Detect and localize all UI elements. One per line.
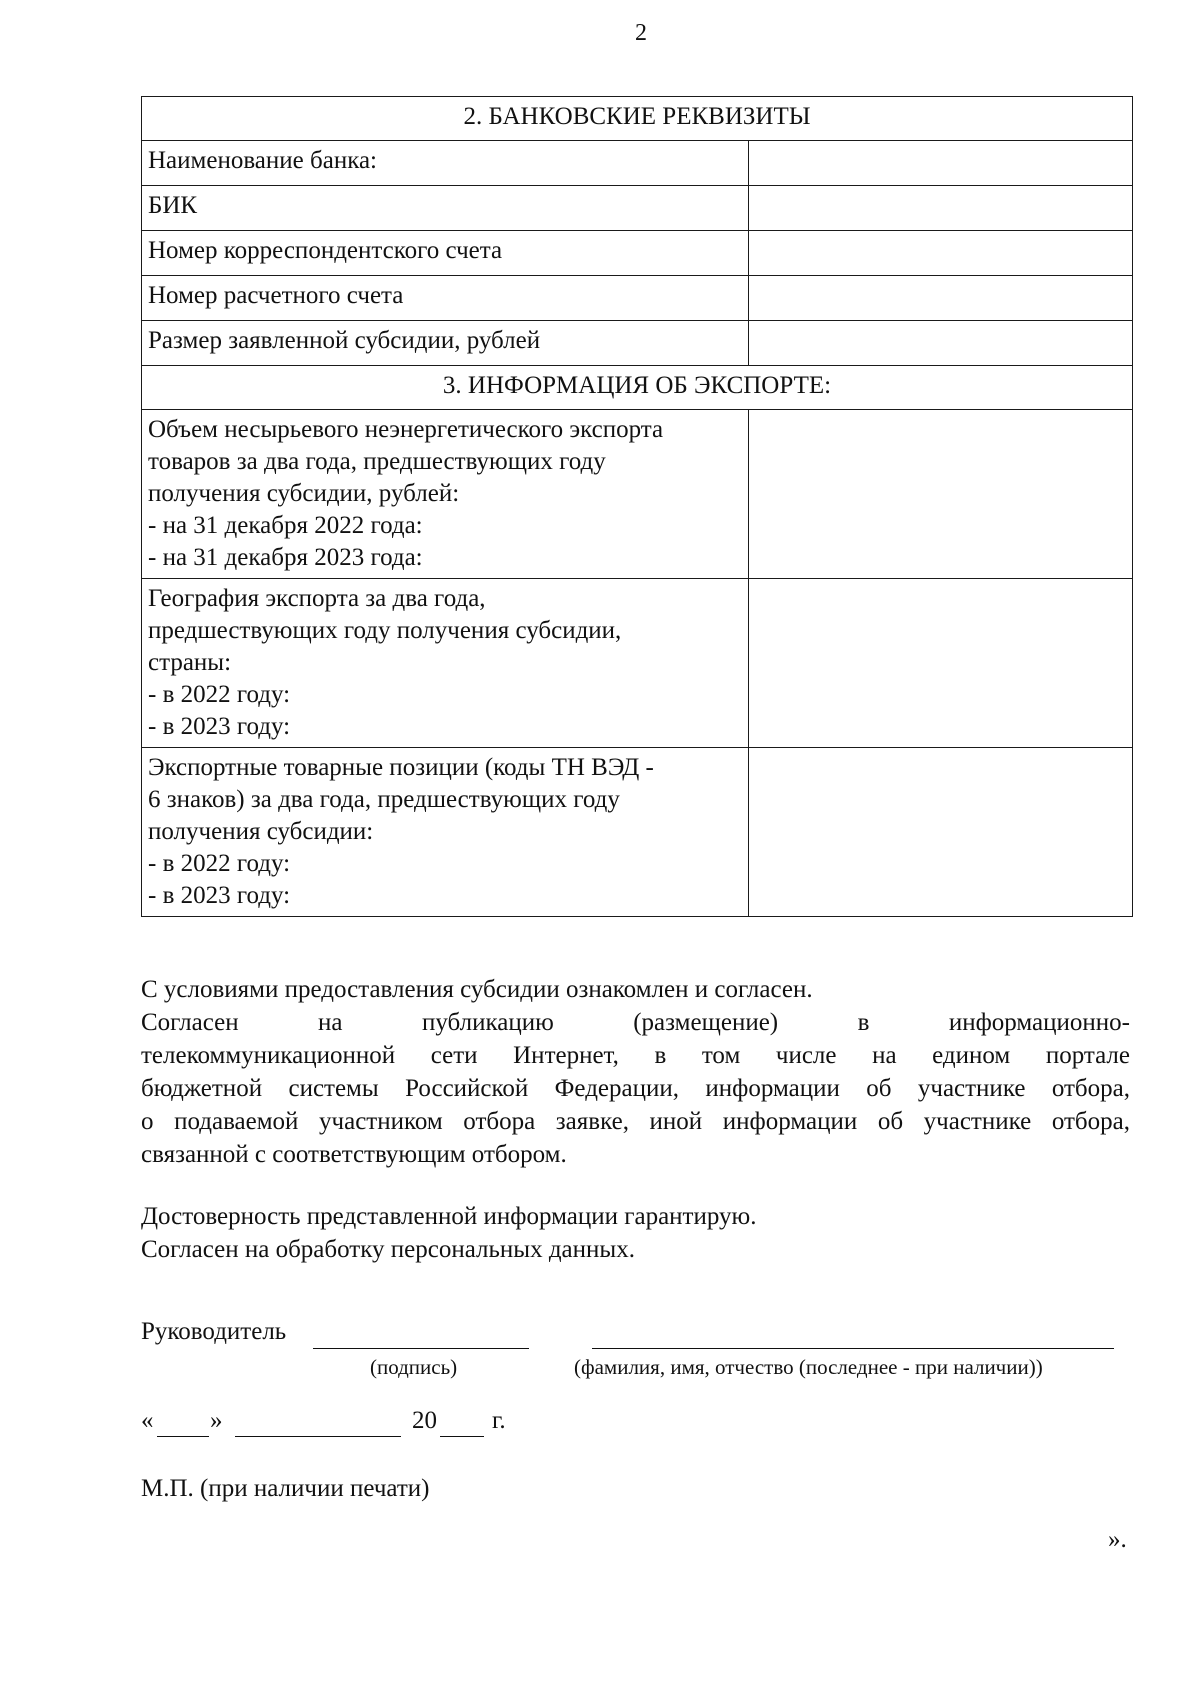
corr-account-label: Номер корреспондентского счета	[142, 231, 749, 276]
stamp-note: М.П. (при наличии печати)	[141, 1475, 430, 1502]
export-section-header	[142, 366, 1133, 410]
table-row	[142, 410, 1133, 579]
head-label: Руководитель	[141, 1318, 287, 1345]
export-geography-label: География экспорта за два года, предшествующих году получения субсидии, страны: - в 2022 году: - в 2023 году:	[142, 579, 749, 748]
bank-section-header	[142, 97, 1133, 141]
settlement-account-label: Номер расчетного счета	[142, 276, 749, 321]
bank-name-label: Наименование банка:	[142, 141, 749, 186]
full-name-caption: (фамилия, имя, отчество (последнее - при наличии))	[574, 1355, 1043, 1379]
signature-caption: (подпись)	[370, 1355, 458, 1379]
settlement-account-field[interactable]	[749, 276, 1133, 321]
export-geography-field[interactable]	[749, 579, 1133, 748]
table-row	[142, 141, 1133, 186]
bik-field[interactable]	[749, 186, 1133, 231]
application-form-table	[141, 96, 1133, 917]
subsidy-amount-field[interactable]	[749, 321, 1133, 366]
table-row	[142, 231, 1133, 276]
table-row	[142, 748, 1133, 917]
full-name-field[interactable]	[592, 1318, 1114, 1349]
table-row	[142, 276, 1133, 321]
date-month-field[interactable]	[235, 1407, 401, 1437]
export-volume-field[interactable]	[749, 410, 1133, 579]
date-open-quote: «	[141, 1407, 154, 1434]
year-prefix: 20	[412, 1407, 437, 1434]
bank-name-field[interactable]	[749, 141, 1133, 186]
page-number: 2	[635, 20, 647, 46]
corr-account-field[interactable]	[749, 231, 1133, 276]
table-row	[142, 321, 1133, 366]
export-section-title: 3. ИНФОРМАЦИЯ ОБ ЭКСПОРТЕ:	[142, 366, 1133, 410]
table-row	[142, 186, 1133, 231]
export-volume-label: Объем несырьевого неэнергетического экспорта товаров за два года, предшествующих году получения субсидии, рублей: - на 31 декабря 2022 года: - на 31 декабря 2023 года:	[142, 410, 749, 579]
date-close-quote: »	[210, 1407, 223, 1434]
bank-section-title: 2. БАНКОВСКИЕ РЕКВИЗИТЫ	[142, 97, 1133, 141]
date-day-field[interactable]	[157, 1407, 209, 1437]
table-row	[142, 579, 1133, 748]
export-positions-field[interactable]	[749, 748, 1133, 917]
guarantee-paragraph: Достоверность представленной информации гарантирую. Согласен на обработку персональных данных.	[141, 1203, 757, 1263]
export-positions-label: Экспортные товарные позиции (коды ТН ВЭД - 6 знаков) за два года, предшествующих году получения субсидии: - в 2022 году: - в 2023 году:	[142, 748, 749, 917]
signature-field[interactable]	[313, 1318, 529, 1349]
consent-paragraph: С условиями предоставления субсидии ознакомлен и согласен. Согласен на публикацию (размещение) в информационно- телекоммуникационной сети Интернет, в том числе на едином портале бюджетной системы Российской Федерации, информации об участнике отбора, о подаваемой участником отбора заявке, иной информации об участнике отбора, связанной с соответствующим отбором.	[141, 976, 1130, 1168]
closing-mark: ».	[1108, 1526, 1127, 1553]
subsidy-amount-label: Размер заявленной субсидии, рублей	[142, 321, 749, 366]
year-suffix: г.	[492, 1407, 506, 1434]
date-year-field[interactable]	[440, 1407, 484, 1437]
bik-label: БИК	[142, 186, 749, 231]
